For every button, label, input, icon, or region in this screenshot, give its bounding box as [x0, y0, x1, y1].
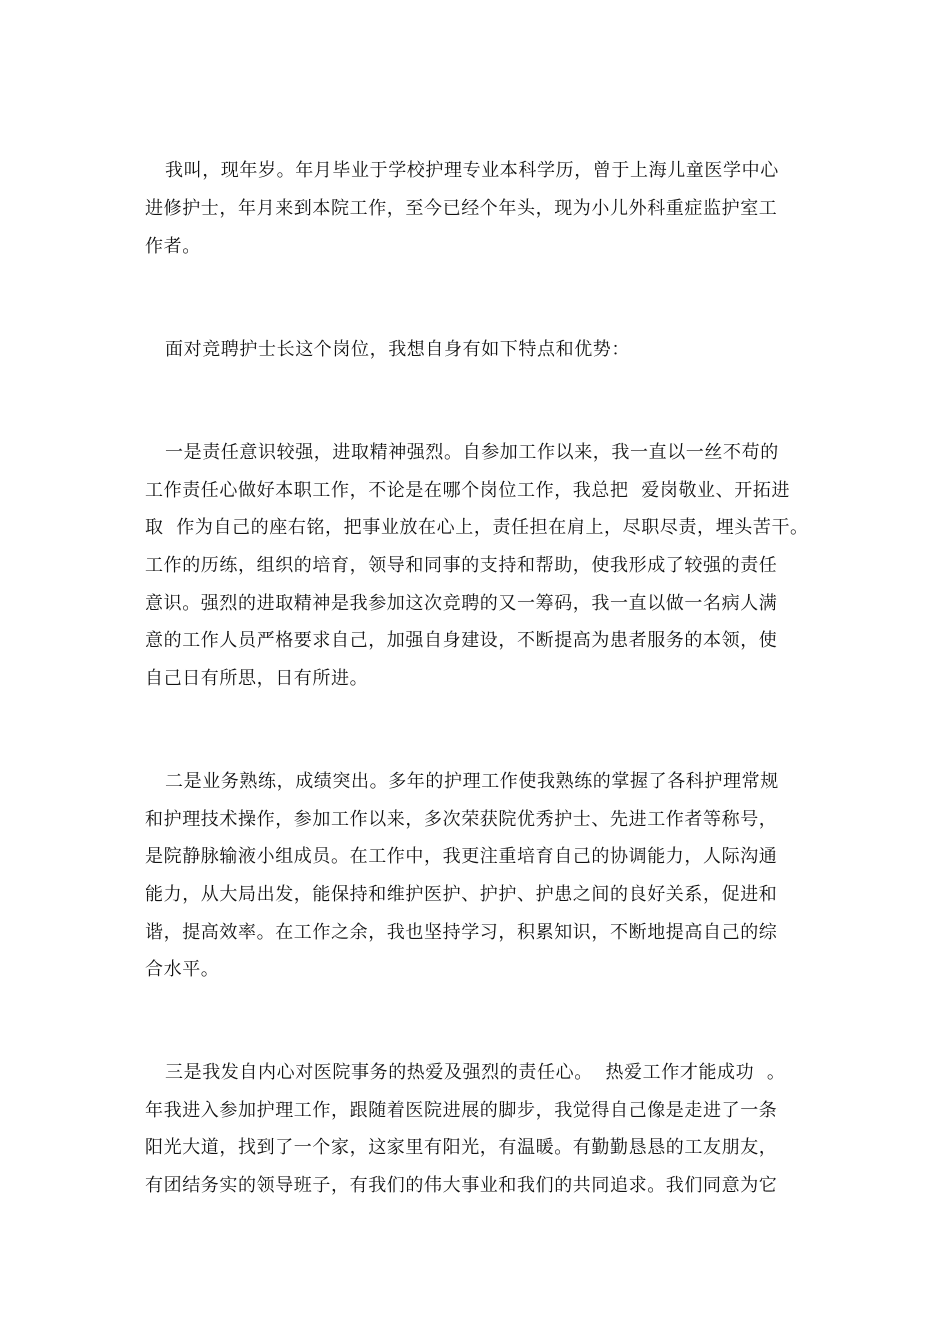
paragraph-4-line-1: 二是业务熟练，成绩突出。多年的护理工作使我熟练的掌握了各科护理常规 [165, 771, 779, 792]
paragraph-1-line-3: 作者。 [145, 236, 201, 257]
paragraph-2-line-1: 面对竞聘护士长这个岗位，我想自身有如下特点和优势： [165, 339, 630, 360]
paragraph-1-line-1: 我叫，现年岁。年月毕业于学校护理专业本科学历，曾于上海儿童医学中心 [165, 160, 779, 181]
paragraph-4-line-2: 和护理技术操作，参加工作以来，多次荣获院优秀护士、先进工作者等称号， [145, 809, 778, 830]
paragraph-5-line-3: 阳光大道，找到了一个家，这家里有阳光，有温暖。有勤勤恳恳的工友朋友， [145, 1137, 778, 1158]
paragraph-3-line-2: 工作责任心做好本职工作，不论是在哪个岗位工作，我总把 爱岗敬业、开拓进 [145, 480, 791, 501]
paragraph-5-line-4: 有团结务实的领导班子，有我们的伟大事业和我们的共同追求。我们同意为它 [145, 1175, 778, 1196]
paragraph-4-line-5: 谐，提高效率。在工作之余，我也坚持学习，积累知识，不断地提高自己的综 [145, 922, 778, 943]
paragraph-5-line-1: 三是我发自内心对医院事务的热爱及强烈的责任心。 热爱工作才能成功 。 [165, 1062, 786, 1083]
paragraph-5-line-2: 年我进入参加护理工作，跟随着医院进展的脚步，我觉得自己像是走进了一条 [145, 1100, 778, 1121]
paragraph-3-line-1: 一是责任意识较强，进取精神强烈。自参加工作以来，我一直以一丝不苟的 [165, 442, 779, 463]
paragraph-4-line-3: 是院静脉输液小组成员。在工作中，我更注重培育自己的协调能力，人际沟通 [145, 846, 778, 867]
paragraph-3-line-4: 工作的历练，组织的培育，领导和同事的支持和帮助，使我形成了较强的责任 [145, 555, 778, 576]
paragraph-1-line-2: 进修护士，年月来到本院工作，至今已经个年头，现为小儿外科重症监护室工 [145, 198, 778, 219]
paragraph-3-line-5: 意识。强烈的进取精神是我参加这次竞聘的又一筹码，我一直以做一名病人满 [145, 593, 778, 614]
paragraph-3-line-6: 意的工作人员严格要求自己，加强自身建设，不断提高为患者服务的本领，使 [145, 630, 778, 651]
paragraph-3-line-3: 取 作为自己的座右铭，把事业放在心上，责任担在肩上，尽职尽责，埋头苦干。 [145, 517, 809, 538]
paragraph-4-line-6: 合水平。 [145, 959, 220, 980]
paragraph-3-line-7: 自己日有所思，日有所进。 [145, 668, 369, 689]
paragraph-4-line-4: 能力，从大局出发，能保持和维护医护、护护、护患之间的良好关系，促进和 [145, 884, 778, 905]
